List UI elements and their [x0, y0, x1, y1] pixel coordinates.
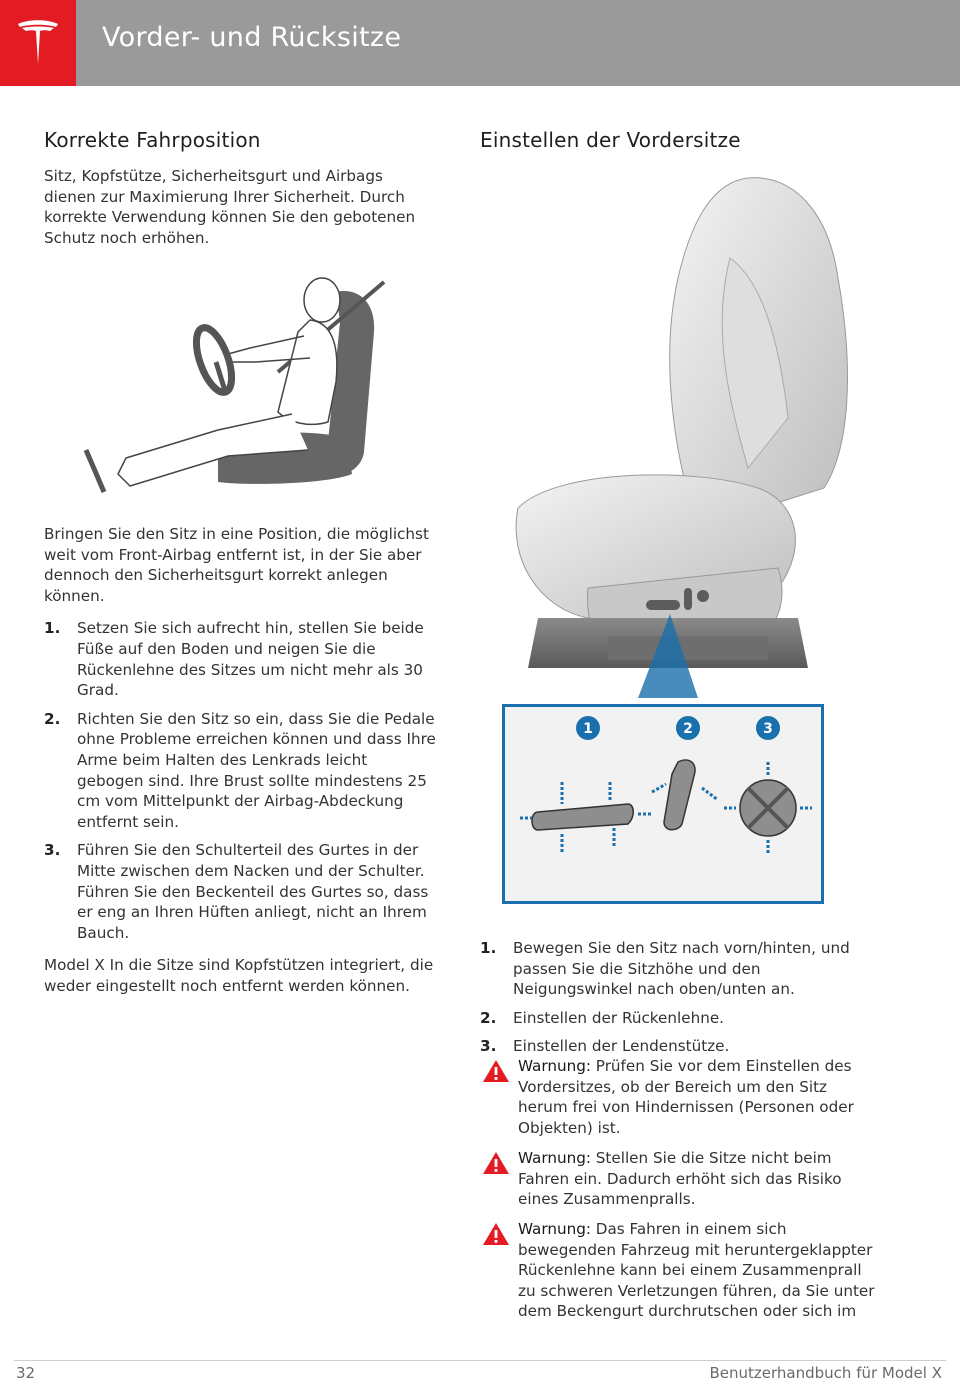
list-item: 2. Richten Sie den Sitz so ein, dass Sie die Pedale ohne Probleme erreichen können und dass Ihre Arme beim Halten des Lenkrads leicht gebogen sind. Ihre Brust sollte mindestens 25 cm vom Mittelpunkt der Airbag-Abdeckung entfernt sein.	[44, 709, 436, 831]
svg-text:3: 3	[763, 721, 773, 737]
headrest-note: Model X In die Sitze sind Kopfstützen integriert, die weder eingestellt noch entfernt werden können.	[44, 956, 434, 995]
list-item: 3. Einstellen der Lendenstütze.	[480, 1037, 730, 1056]
warning-block: Warnung: Prüfen Sie vor dem Einstellen des Vordersitzes, ob der Bereich um den Sitz herum frei von Hindernissen (Personen oder Objekten) ist.	[480, 1056, 880, 1138]
intro-paragraph: Sitz, Kopfstütze, Sicherheitsgurt und Airbags dienen zur Maximierung Ihrer Sicherheit. Durch korrekte Verwendung können Sie den gebotenen Schutz noch erhöhen.	[44, 167, 416, 247]
callout-2	[676, 716, 700, 740]
positioning-paragraph: Bringen Sie den Sitz in eine Position, die möglichst weit vom Front-Airbag entfernt ist, in der Sie aber dennoch den Sicherheitsgurt korrekt anlegen können.	[44, 525, 429, 605]
warning-triangle-icon	[482, 1059, 510, 1083]
heading-driving-position: Korrekte Fahrposition	[44, 128, 261, 152]
warning-block: Warnung: Stellen Sie die Sitze nicht beim Fahren ein. Dadurch erhöht sich das Risiko eines Zusammenpralls.	[480, 1148, 880, 1210]
footer-divider	[14, 1360, 946, 1361]
section-title: Vorder- und Rücksitze	[102, 22, 402, 53]
left-column-lower	[44, 524, 436, 1008]
right-column	[480, 128, 880, 166]
heading-adjust-front-seats: Einstellen der Vordersitze	[480, 128, 741, 152]
svg-text:2: 2	[683, 721, 693, 737]
warning-triangle-icon	[482, 1151, 510, 1175]
list-item: 2. Einstellen der Rückenlehne.	[480, 1008, 724, 1027]
page-number: 32	[16, 1364, 36, 1382]
svg-text:1: 1	[583, 721, 593, 737]
seat-adjust-steps	[480, 938, 880, 1069]
warning-block: Warnung: Das Fahren in einem sich bewegenden Fahrzeug mit heruntergeklappter Rückenlehne kann bei einem Zusammenprall zu schweren Verletzungen führen, da Sie unter dem Beckengurt durchrutschen oder sich im	[480, 1219, 880, 1322]
warning-triangle-icon	[482, 1222, 510, 1246]
seat-controls-detail	[502, 704, 824, 904]
callout-3	[756, 716, 780, 740]
brand-logo	[0, 0, 76, 86]
page-header	[0, 0, 960, 86]
tesla-logo-icon	[16, 18, 60, 68]
list-item: 1. Setzen Sie sich aufrecht hin, stellen Sie beide Füße auf den Boden und neigen Sie die Rückenlehne des Sitzes um nicht mehr als 30 Grad.	[44, 619, 424, 700]
front-seat-illustration	[498, 168, 856, 698]
callout-1	[576, 716, 600, 740]
list-item: 1. Bewegen Sie den Sitz nach vorn/hinten, und passen Sie die Sitzhöhe und den Neigungswinkel nach oben/unten an.	[480, 939, 850, 999]
list-item: 3. Führen Sie den Schulterteil des Gurtes in der Mitte zwischen dem Nacken und der Schulter. Führen Sie den Beckenteil des Gurtes so, dass er eng an Ihren Hüften anliegt, nicht an Ihrem Bauch.	[44, 841, 429, 942]
left-column	[44, 128, 436, 260]
driving-position-steps	[44, 618, 436, 943]
driver-seating-illustration	[78, 262, 394, 502]
manual-title: Benutzerhandbuch für Model X	[709, 1364, 942, 1382]
